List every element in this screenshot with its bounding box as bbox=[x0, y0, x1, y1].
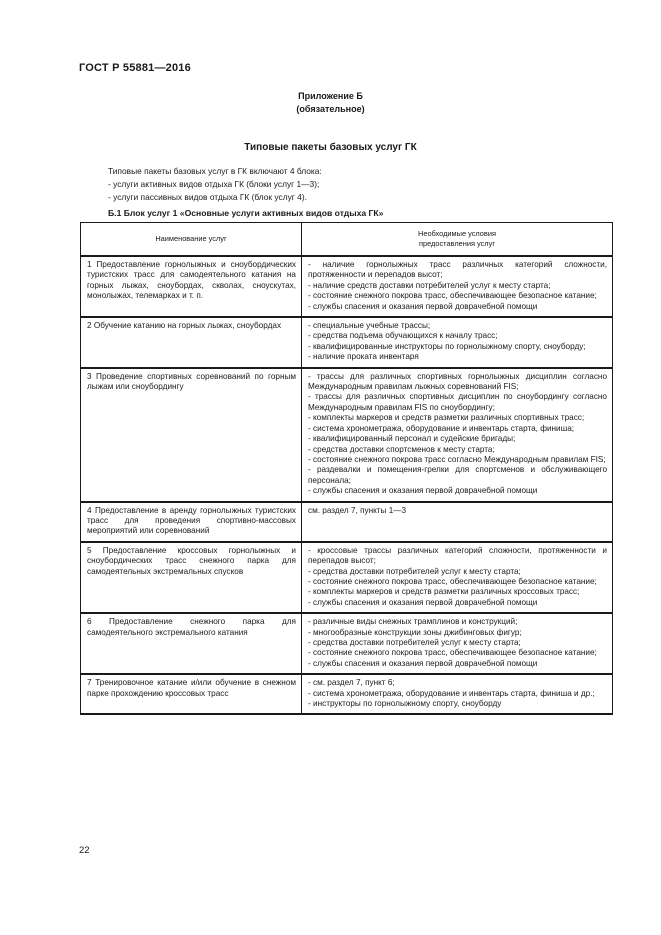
condition-item: - система хронометража, оборудование и инвентарь старта, финиша; bbox=[308, 423, 575, 433]
condition-item: - средства подъема обучающихся к началу трасс; bbox=[308, 331, 498, 341]
service-name-cell: 6 Предоставление снежного парка для самодеятельного экстремального катания bbox=[81, 613, 302, 674]
condition-item: - службы спасения и оказания первой доврачебной помощи bbox=[308, 658, 538, 668]
condition-item: - службы спасения и оказания первой доврачебной помощи bbox=[308, 301, 538, 311]
conditions-cell bbox=[302, 613, 613, 674]
table-row bbox=[81, 502, 613, 542]
header-conditions-line1: Необходимые условия bbox=[418, 229, 496, 238]
condition-item: - различные виды снежных трамплинов и конструкций; bbox=[308, 617, 518, 627]
page-number: 22 bbox=[79, 845, 90, 856]
condition-item: - состояние снежного покрова трасс согласно Международным правилам FIS; bbox=[308, 454, 606, 464]
condition-item: - трассы для различных спортивных горнолыжных дисциплин согласно Международным правилам лыжных соревнований FIS; bbox=[308, 371, 607, 392]
appendix-title: Приложение Б bbox=[298, 91, 363, 101]
conditions-cell bbox=[302, 368, 613, 502]
condition-item: - многообразные конструкции зоны джибинговых фигур; bbox=[308, 627, 522, 637]
condition-item: - наличие проката инвентаря bbox=[308, 352, 419, 362]
intro-paragraph bbox=[108, 165, 588, 204]
condition-item: - система хронометража, оборудование и инвентарь старта, финиша и др.; bbox=[308, 688, 595, 698]
condition-item: - раздевалки и помещения-грелки для спортсменов и обслуживающего персонала; bbox=[308, 465, 607, 485]
header-service-name: Наименование услуг bbox=[81, 223, 302, 257]
conditions-cell bbox=[302, 317, 613, 368]
standard-designation: ГОСТ Р 55881—2016 bbox=[79, 62, 191, 74]
condition-item: - квалифицированные инструкторы по горнолыжному спорту, сноуборду; bbox=[308, 341, 586, 351]
conditions-cell bbox=[302, 542, 613, 613]
header-conditions bbox=[302, 223, 613, 257]
condition-item: - комплекты маркеров и средств разметки различных кроссовых трасс; bbox=[308, 587, 580, 597]
condition-item: - состояние снежного покрова трасс, обеспечивающее безопасное катание; bbox=[308, 648, 597, 658]
condition-item: - состояние снежного покрова трасс, обеспечивающее безопасное катание; bbox=[308, 291, 597, 301]
condition-item: - средства доставки потребителей услуг к месту старта; bbox=[308, 566, 521, 576]
services-table bbox=[80, 222, 613, 715]
table-row bbox=[81, 542, 613, 613]
header-conditions-line2: предоставления услуг bbox=[418, 239, 496, 248]
appendix-heading bbox=[0, 90, 661, 116]
service-name-cell: 1 Предоставление горнолыжных и сноубордических туристских трасс для самодеятельного катания на горных лыжах, сноубордах, скволах, сноускутах, монолыжах, телемарках и т. п. bbox=[81, 256, 302, 317]
subsection-heading: Б.1 Блок услуг 1 «Основные услуги активных видов отдыха ГК» bbox=[108, 208, 384, 218]
intro-item-1: - услуги активных видов отдыха ГК (блоки услуг 1—3); bbox=[108, 179, 320, 189]
service-name-cell: 7 Тренировочное катание и/или обучение в снежном парке прохождению кроссовых трасс bbox=[81, 674, 302, 714]
table-row bbox=[81, 368, 613, 502]
table-body bbox=[81, 256, 613, 714]
condition-item: - службы спасения и оказания первой доврачебной помощи bbox=[308, 597, 538, 607]
condition-item: - квалифицированный персонал и судейские бригады; bbox=[308, 434, 516, 444]
table-row bbox=[81, 256, 613, 317]
condition-item: - кроссовые трассы различных категорий сложности, протяженности и перепадов высот; bbox=[308, 545, 607, 566]
condition-item: - службы спасения и оказания первой доврачебной помощи bbox=[308, 486, 538, 496]
intro-lead: Типовые пакеты базовых услуг в ГК включают 4 блока: bbox=[108, 166, 322, 176]
condition-item: - комплекты маркеров и средств разметки различных спортивных трасс; bbox=[308, 413, 585, 423]
condition-item: - специальные учебные трассы; bbox=[308, 321, 431, 331]
service-name-cell: 2 Обучение катанию на горных лыжах, сноубордах bbox=[81, 317, 302, 368]
page-title: Типовые пакеты базовых услуг ГК bbox=[244, 142, 417, 153]
condition-item: - наличие горнолыжных трасс различных категорий сложности, протяженности и перепадов высот; bbox=[308, 260, 607, 280]
intro-item-2: - услуги пассивных видов отдыха ГК (блок услуг 4). bbox=[108, 192, 307, 202]
condition-item: см. раздел 7, пункты 1—3 bbox=[308, 505, 407, 515]
service-name-cell: 4 Предоставление в аренду горнолыжных туристских трасс для проведения спортивно-массовых мероприятий или соревнований bbox=[81, 502, 302, 542]
condition-item: - средства доставки потребителей услуг к месту старта; bbox=[308, 638, 521, 647]
condition-item: - средства доставки спортсменов к месту старта; bbox=[308, 444, 495, 454]
service-name-cell: 5 Предоставление кроссовых горнолыжных и сноубордических трасс снежного парка для самодеятельных экстремальных спусков bbox=[81, 542, 302, 613]
condition-item: - инструкторы по горнолыжному спорту, сноуборду bbox=[308, 699, 502, 709]
service-name-cell: 3 Проведение спортивных соревнований по горным лыжам или сноубордингу bbox=[81, 368, 302, 502]
table-row bbox=[81, 317, 613, 368]
condition-item: - состояние снежного покрова трасс, обеспечивающее безопасное катание; bbox=[308, 576, 597, 586]
table-header-row bbox=[81, 223, 613, 257]
condition-item: - наличие средств доставки потребителей услуг к месту старта; bbox=[308, 280, 551, 290]
condition-item: - см. раздел 7, пункт 6; bbox=[308, 678, 395, 688]
conditions-cell bbox=[302, 502, 613, 542]
conditions-cell bbox=[302, 256, 613, 317]
appendix-subtitle: (обязательное) bbox=[296, 104, 365, 114]
table-row bbox=[81, 613, 613, 674]
conditions-cell bbox=[302, 674, 613, 714]
table-row bbox=[81, 674, 613, 714]
condition-item: - трассы для различных спортивных дисциплин по сноубордингу согласно Международным правилам FIS по сноубордингу; bbox=[308, 392, 607, 412]
